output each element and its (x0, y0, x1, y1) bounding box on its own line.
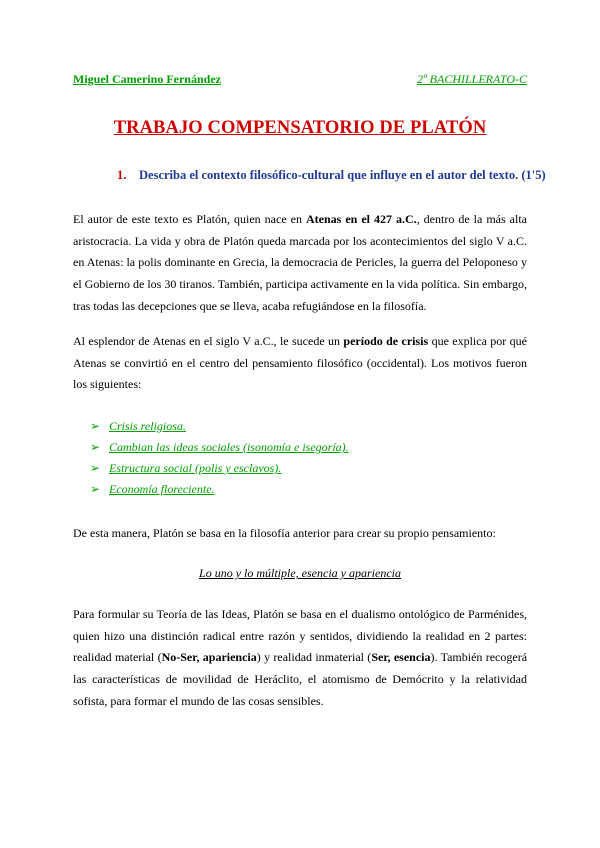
question-heading (117, 168, 546, 183)
arrow-bullet-icon: ➢ (90, 419, 101, 433)
paragraph-crisis (73, 331, 527, 396)
list-item-text: Estructura social (polis y esclavos). (109, 461, 282, 475)
list-item-text: Crisis religiosa. (109, 419, 186, 433)
page-header (73, 72, 527, 88)
paragraph-context (73, 209, 527, 318)
arrow-bullet-icon: ➢ (90, 482, 101, 496)
reasons-list (90, 416, 490, 500)
bold-text: Ser, esencia (371, 650, 431, 665)
paragraph-text: ). También recogerá las características de movilidad de Heráclito, el atomismo de Demócrito y la relatividad sofista, para formar el mundo de las cosas sensibles. (73, 650, 528, 708)
question-text: Describa el contexto filosófico-cultural que influye en el autor del texto. (1'5) (139, 168, 546, 182)
paragraph-text: ) y realidad inmaterial ( (256, 650, 372, 665)
paragraph-text: que explica por qué Atenas se convirtió en el centro del pensamiento filosófico (occidental). Los motivos fueron los siguientes: (73, 334, 528, 392)
list-item-text: Economía floreciente. (109, 482, 215, 496)
list-item (90, 458, 490, 479)
question-number: 1. (117, 168, 127, 182)
paragraph-ideas (73, 604, 527, 713)
paragraph-text: Al esplendor de Atenas en el siglo V a.C., le sucede un (73, 334, 344, 348)
author-name: Miguel Camerino Fernández (73, 72, 221, 86)
arrow-bullet-icon: ➢ (90, 461, 101, 475)
list-item (90, 479, 490, 500)
course-label: 2º BACHILLERATO-C (416, 72, 527, 86)
paragraph-text: , dentro de la más alta aristocracia. La vida y obra de Platón queda marcada por los acontecimientos del siglo V a.C. en Atenas: la polis dominante en Grecia, la democracia de Pericles, la guerra del Peloponeso y el Gobierno de los 30 tiranos. También, participa activamente en la vida política. Sin embargo, tras todas las decepciones que se lleva, acaba refugiándose en la filosofía. (73, 212, 527, 313)
paragraph-transition: De esta manera, Platón se basa en la filosofía anterior para crear su propio pensamiento: (73, 526, 496, 540)
list-item-text: Cambian las ideas sociales (isonomía e isegoría). (109, 440, 349, 454)
bold-text: Atenas en el 427 a.C. (305, 212, 417, 226)
list-item (90, 437, 490, 458)
bold-text: período de crisis (343, 334, 429, 348)
paragraph-text: Para formular su Teoría de las Ideas, Platón se basa en el dualismo ontológico de Parménides, quien hizo una distinción radical entre razón y sentidos, dividiendo la realidad en 2 partes: realidad material ( (73, 607, 527, 665)
list-item (90, 416, 490, 437)
section-subtitle: Lo uno y lo múltiple, esencia y apariencia (199, 566, 401, 580)
bold-text: No-Ser, apariencia (161, 650, 257, 665)
document-title: TRABAJO COMPENSATORIO DE PLATÓN (113, 118, 487, 138)
paragraph-text: El autor de este texto es Platón, quien nace en (73, 212, 306, 226)
arrow-bullet-icon: ➢ (90, 440, 101, 454)
